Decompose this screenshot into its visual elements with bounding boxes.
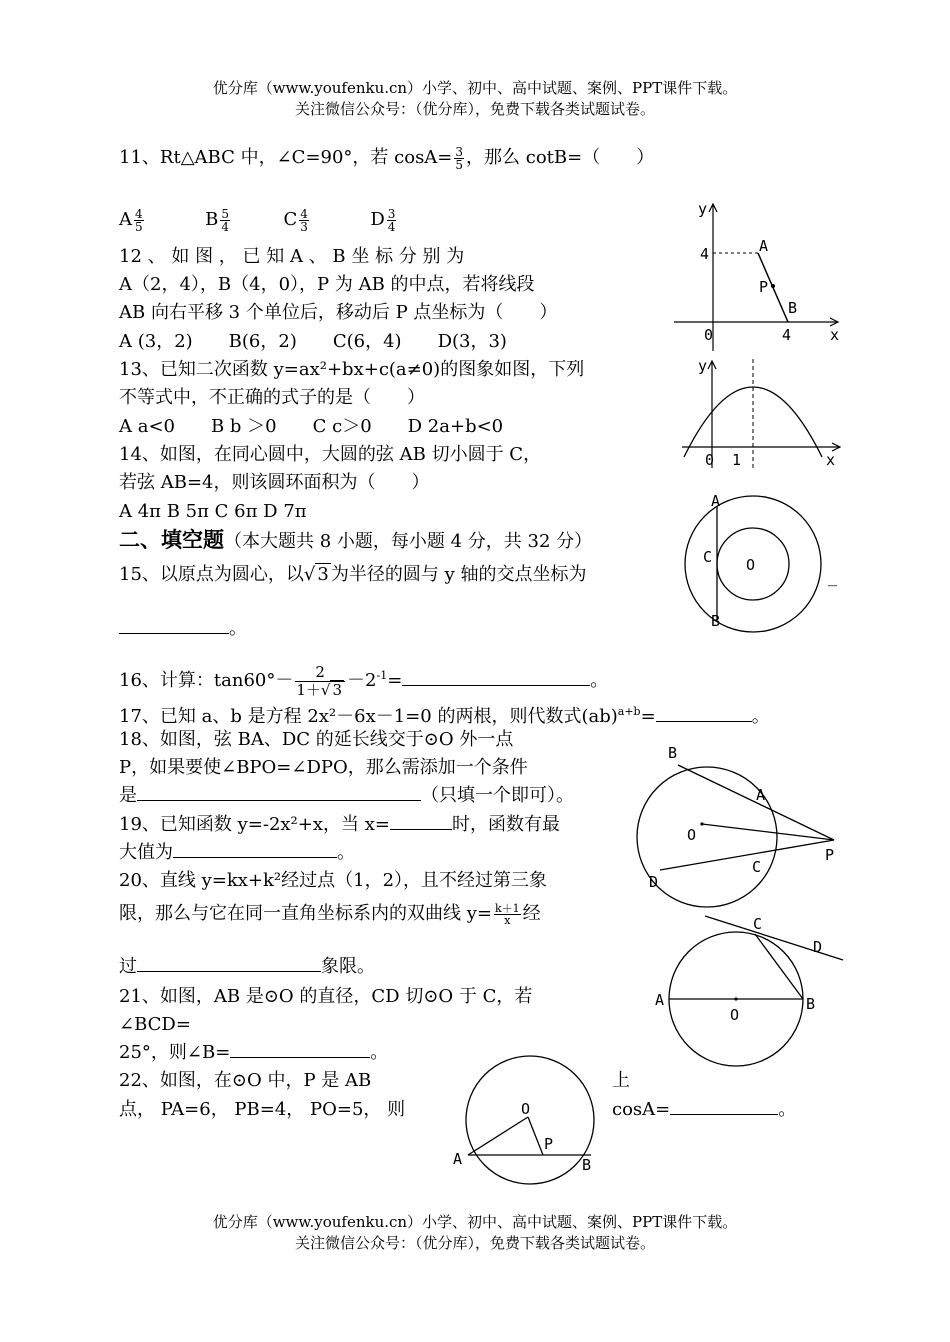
label-origin: 0	[704, 326, 714, 344]
figure-q14	[693, 492, 843, 637]
question-15: 15、以原点为圆心，以√ 3 为半径的圆与 y 轴的交点坐标为	[119, 564, 587, 585]
header-line-1: 优分库（www.youfenku.cn）小学、初中、高中试题、案例、PPT课件下载。	[212, 79, 738, 97]
figure-q12	[670, 196, 845, 356]
option-a: A $\frac{4}{5}$	[119, 206, 143, 234]
question-17: 17、已知 a、b 是方程 2x²－6x－1=0 的两根，则代数式(ab)$^{a+b}$= 。	[119, 705, 770, 727]
question-12-line-3: AB 向右平移 3 个单位后，移动后 P 点坐标为（ ）	[119, 302, 558, 323]
question-22-line-1a: 22、如图，在⊙O 中，P 是 AB	[119, 1070, 372, 1091]
label-o: O	[687, 826, 697, 844]
question-13-options: A a<0 B b ＞0 C c＞0 D 2a+b<0	[119, 416, 504, 437]
label-o: O	[730, 1006, 740, 1024]
label-d: D	[813, 938, 823, 956]
figure-q22	[448, 1052, 608, 1187]
question-22-line-1b: 上	[612, 1070, 630, 1091]
center-o	[734, 997, 737, 1000]
question-12-line-1: 12 、 如 图 ， 已 知 A 、 B 坐 标 分 别 为	[119, 246, 465, 267]
figure-q13	[676, 355, 846, 473]
answer-blank[interactable]	[390, 811, 452, 830]
stray-dash: _	[828, 566, 837, 587]
answer-blank[interactable]	[670, 1096, 778, 1115]
label-a: A	[711, 492, 721, 510]
question-21-line-2: ∠BCD=	[119, 1014, 191, 1035]
question-18-line-1: 18、如图，弦 BA、DC 的延长线交于⊙O 外一点	[119, 729, 514, 750]
question-11-options	[119, 206, 398, 234]
question-14-options: A 4π B 5π C 6π D 7π	[119, 501, 307, 522]
chord-cb	[755, 934, 803, 999]
point-p	[771, 284, 775, 288]
question-22-line-2a: 点， PA=6， PB=4， PO=5， 则	[119, 1099, 406, 1120]
footer-line-1: 优分库（www.youfenku.cn）小学、初中、高中试题、案例、PPT课件下载。	[212, 1213, 738, 1231]
question-21-line-3: 25°，则∠B= 。	[119, 1039, 388, 1067]
fraction: $\frac{3}{5}$	[455, 144, 464, 172]
label-a: A	[655, 991, 665, 1009]
tangent-cd	[705, 916, 843, 960]
question-16: 16、计算：tan60°－ $\frac{2}{1+√ 3}$ $-2^{-1}=$ 。	[119, 662, 609, 699]
question-20-line-1: 20、直线 y=kx+k²经过点（1，2），且不经过第三象	[119, 870, 548, 891]
option-d: D $\frac{3}{4}$	[370, 206, 396, 234]
secant-dp	[660, 840, 834, 870]
answer-blank[interactable]	[656, 703, 752, 722]
label-d: D	[649, 873, 659, 891]
label-x: x	[830, 326, 840, 344]
answer-blank[interactable]	[137, 953, 321, 972]
question-19-line-2: 大值为 。	[119, 839, 355, 867]
label-c: C	[753, 915, 763, 933]
header-line-2: 关注微信公众号：（优分库），免费下载各类试题试卷。	[294, 100, 655, 118]
answer-blank[interactable]	[230, 1039, 370, 1058]
question-22-line-2b: cosA= 。	[612, 1096, 796, 1124]
label-b: B	[711, 612, 721, 630]
label-y: y	[698, 357, 708, 375]
label-origin: 0	[705, 451, 715, 469]
label-y: y	[698, 200, 708, 218]
figure-q18	[632, 742, 842, 892]
question-20-line-2: 限，那么与它在同一直角坐标系内的双曲线 y= $\frac{k+1}{x}$ 经	[119, 901, 541, 927]
label-1: 1	[732, 451, 742, 469]
segment-oa	[468, 1117, 528, 1155]
label-c: C	[703, 548, 713, 566]
answer-blank[interactable]	[402, 667, 590, 686]
label-b: B	[668, 744, 678, 762]
label-a: A	[759, 237, 769, 255]
question-15-answer: 。	[119, 615, 247, 643]
option-c: C $\frac{4}{3}$	[283, 206, 308, 234]
question-18-line-2: P，如果要使∠BPO=∠DPO，那么需添加一个条件	[119, 757, 528, 778]
label-p: P	[759, 278, 769, 296]
question-18-line-3: 是 （只填一个即可）。	[119, 782, 574, 810]
label-b: B	[582, 1156, 592, 1174]
question-21-line-1: 21、如图，AB 是⊙O 的直径，CD 切⊙O 于 C，若	[119, 986, 533, 1007]
label-p: P	[825, 846, 835, 864]
option-b: B $\frac{5}{4}$	[205, 206, 229, 234]
segment-op	[702, 824, 834, 840]
label-4-x: 4	[782, 326, 792, 344]
segment-op	[528, 1117, 543, 1155]
label-p: P	[544, 1135, 554, 1153]
footer-line-2: 关注微信公众号：（优分库），免费下载各类试题试卷。	[294, 1234, 655, 1252]
question-13-line-1: 13、已知二次函数 y=ax²+bx+c(a≠0)的图象如图，下列	[119, 359, 585, 380]
circle-o	[466, 1056, 594, 1184]
figure-q21	[655, 912, 845, 1067]
answer-blank[interactable]	[119, 615, 229, 634]
label-a: A	[756, 786, 766, 804]
question-13-line-2: 不等式中，不正确的式子的是（ ）	[119, 387, 425, 408]
question-12-line-2: A（2，4），B（4，0），P 为 AB 的中点，若将线段	[119, 274, 535, 295]
question-14-line-2: 若弦 AB=4，则该圆环面积为（ ）	[119, 472, 430, 493]
question-12-options: A (3，2) B(6，2) C(6，4) D(3，3)	[119, 331, 507, 352]
label-x: x	[826, 451, 836, 469]
section-2-heading: 二、填空题（本大题共 8 小题，每小题 4 分，共 32 分）	[119, 528, 593, 552]
question-20-line-3: 过 象限。	[119, 953, 375, 981]
label-b: B	[788, 299, 798, 317]
answer-blank[interactable]	[173, 839, 337, 858]
label-o: O	[746, 556, 756, 574]
question-11: 11、Rt△ABC 中，∠C=90°，若 cosA= $\frac{3}{5}$ ，那么 cotB=（ ）	[119, 144, 655, 172]
label-a: A	[453, 1150, 463, 1168]
question-19-line-1: 19、已知函数 y=-2x²+x，当 x= 时，函数有最	[119, 811, 560, 839]
label-b: B	[806, 995, 816, 1013]
label-4-y: 4	[700, 245, 710, 263]
center-o	[700, 822, 703, 825]
answer-blank[interactable]	[137, 782, 421, 801]
label-c: C	[752, 858, 762, 876]
question-14-line-1: 14、如图，在同心圆中，大圆的弦 AB 切小圆于 C，	[119, 444, 542, 465]
label-o: O	[521, 1100, 531, 1118]
